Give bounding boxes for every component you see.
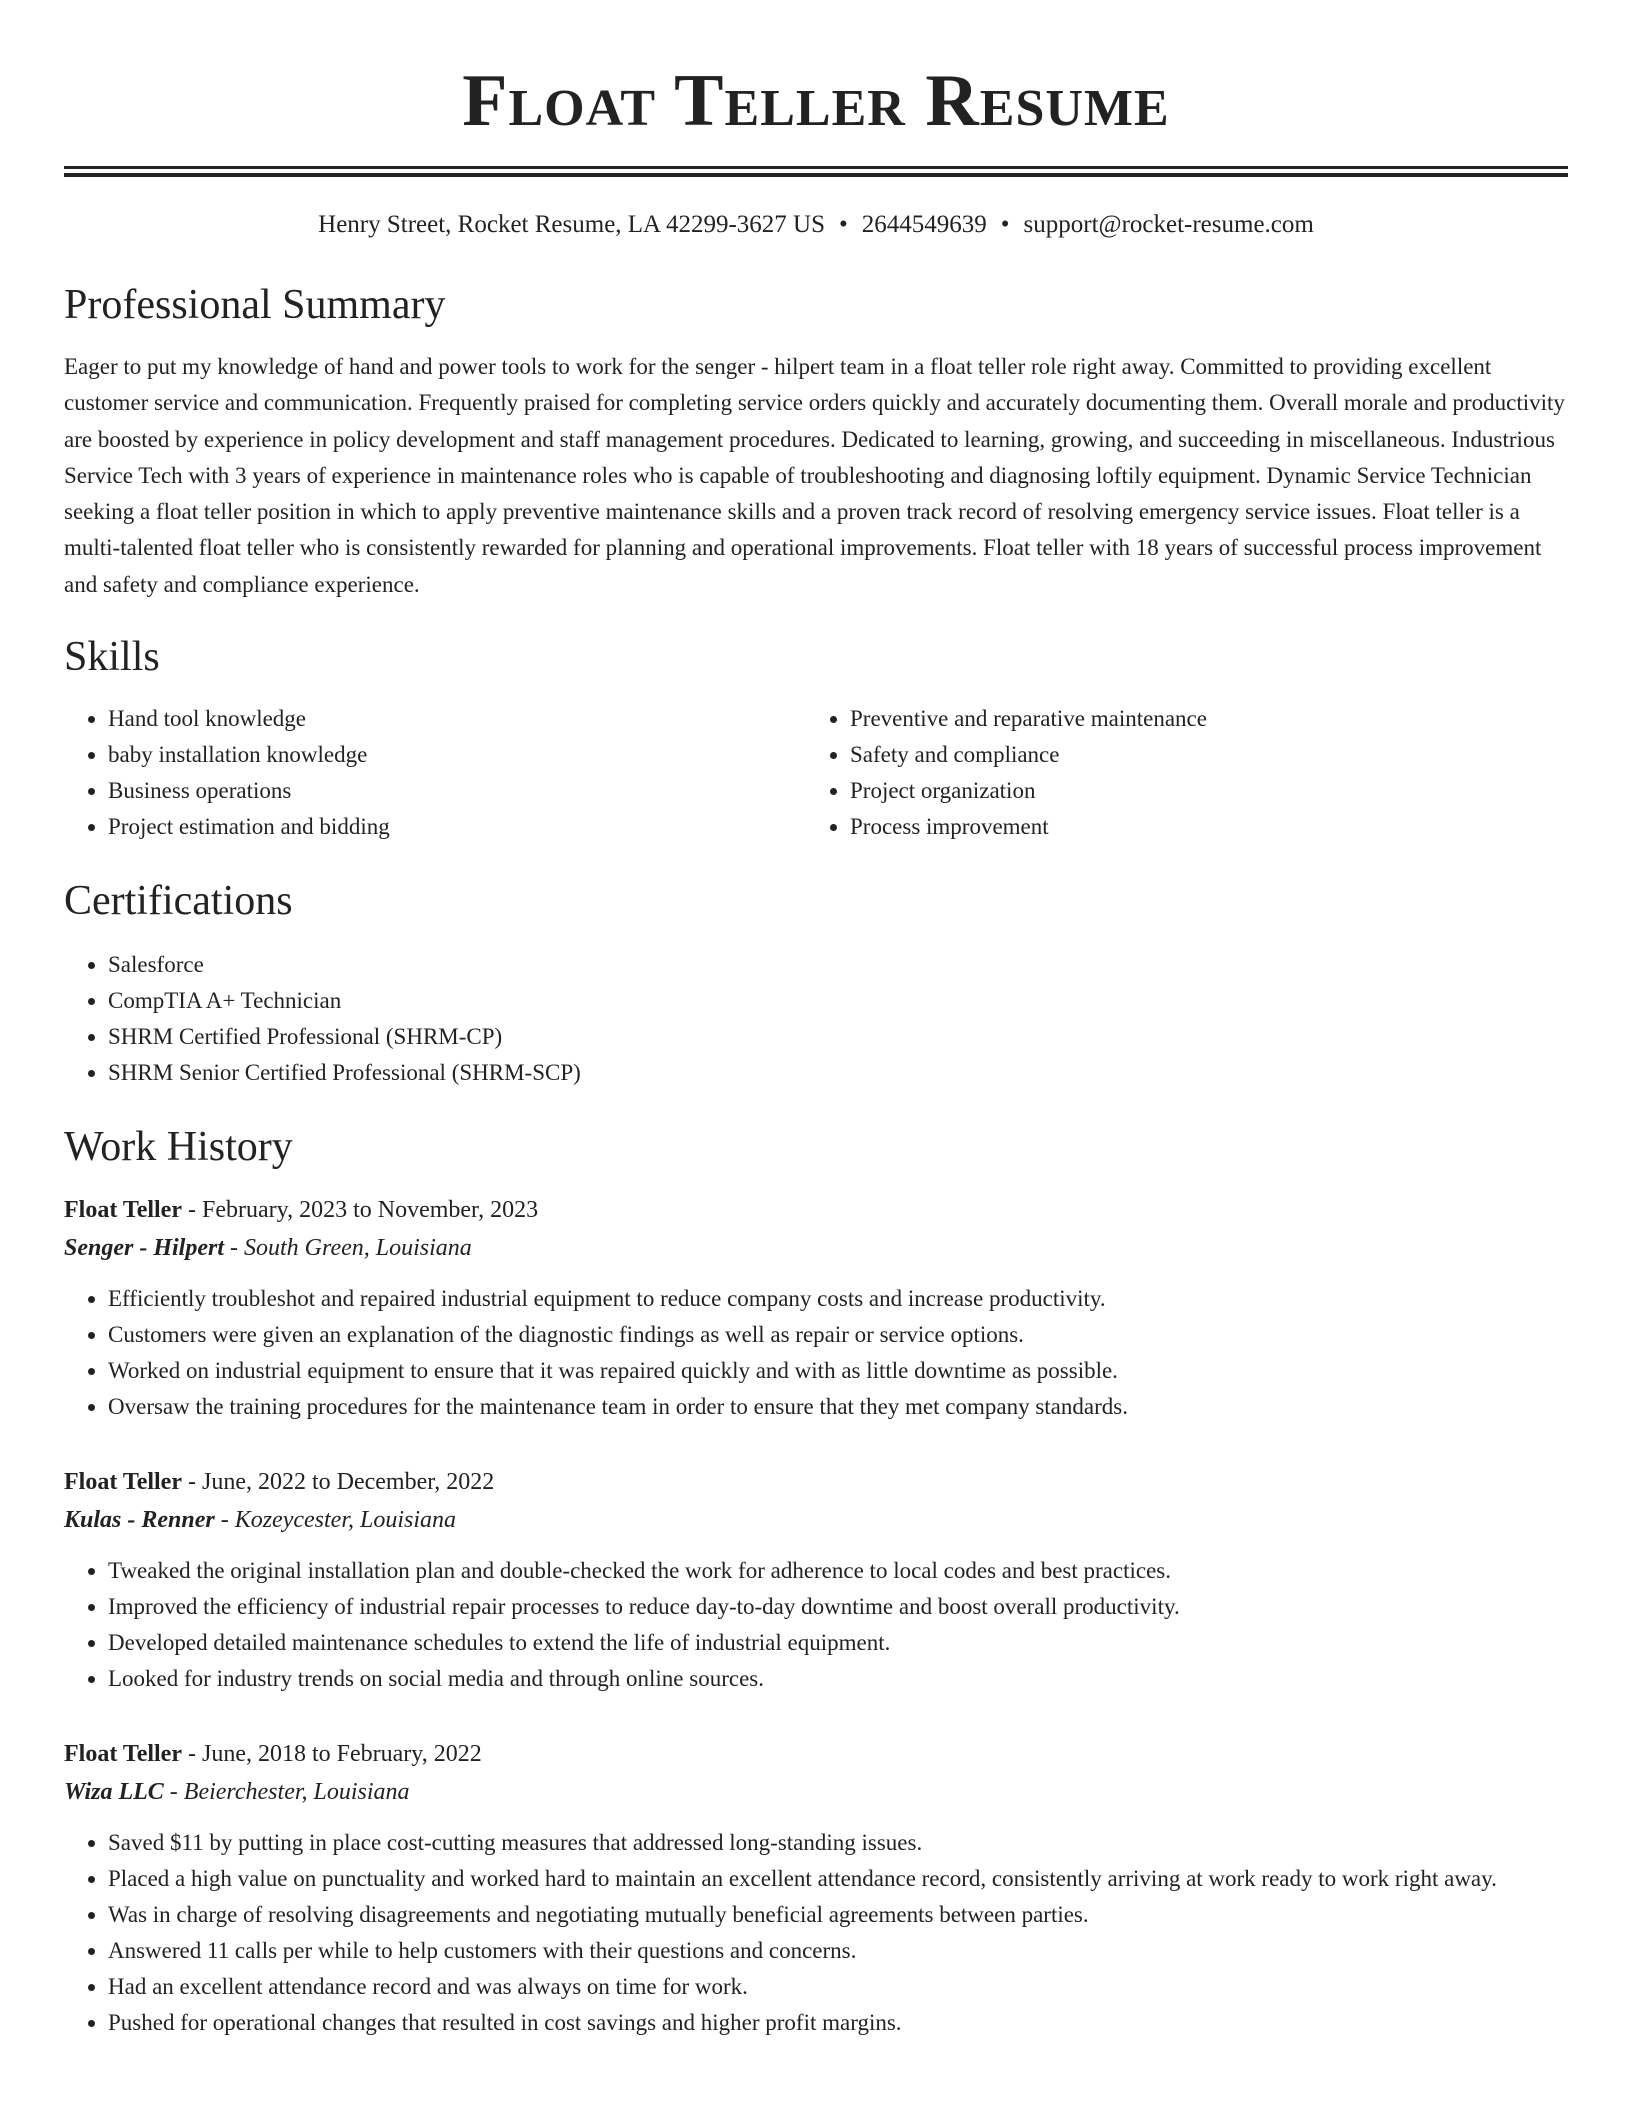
job-duty: • Oversaw the training procedures for the maintenance team in order to ensure that they met company standards.	[108, 1389, 1568, 1425]
certification-item: • SHRM Senior Certified Professional (SHRM-SCP)	[108, 1055, 1568, 1091]
summary-text: Eager to put my knowledge of hand and power tools to work for the senger - hilpert team in a float teller role right away. Committed to providing excellent customer service and communication. Frequently praised for completing service orders quickly and accurately documenting them. Overall morale and productivity are boosted by experience in policy development and staff management procedures. Dedicated to learning, growing, and succeeding in miscellaneous. Industrious Service Tech with 3 years of experience in maintenance roles who is capable of troubleshooting and diagnosing loftily equipment. Dynamic Service Technician seeking a float teller position in which to apply preventive maintenance skills and a proven track record of resolving emergency service issues. Float teller is a multi-talented float teller who is consistently rewarded for planning and operational improvements. Float teller with 18 years of successful process improvement and safety and compliance experience.	[64, 354, 1565, 597]
work-history-heading: Work History	[64, 1124, 293, 1171]
job-company-line	[64, 1229, 1568, 1267]
company-name: Wiza LLC	[64, 1779, 164, 1806]
job-dash: -	[181, 1469, 202, 1496]
company-location: South Green, Louisiana	[244, 1235, 472, 1262]
job-title: Float Teller	[64, 1197, 182, 1224]
skill-item: • baby installation knowledge	[108, 737, 806, 773]
company-location: Kozeycester, Louisiana	[234, 1507, 457, 1534]
contact-phone: 2644549639	[861, 211, 987, 238]
contact-separator: •	[1000, 211, 1010, 238]
job-duty: • Worked on industrial equipment to ensure that it was repaired quickly and with as little downtime as possible.	[108, 1353, 1568, 1389]
job-dash: -	[181, 1197, 202, 1224]
title-divider	[64, 166, 1568, 177]
job-dash: -	[181, 1741, 202, 1768]
job-duty: • Saved $11 by putting in place cost-cutting measures that addressed long-standing issues.	[108, 1825, 1568, 1861]
job-duty: • Tweaked the original installation plan and double-checked the work for adherence to local codes and best practices.	[108, 1553, 1568, 1589]
job-duty: • Had an excellent attendance record and was always on time for work.	[108, 1969, 1568, 2005]
job-entry	[64, 1463, 1568, 1697]
job-duty: • Developed detailed maintenance schedules to extend the life of industrial equipment.	[108, 1625, 1568, 1661]
job-title: Float Teller	[64, 1741, 182, 1768]
job-company-line	[64, 1773, 1568, 1811]
job-entry	[64, 1191, 1568, 1425]
skills-grid	[64, 701, 1568, 845]
certification-item: • CompTIA A+ Technician	[108, 983, 1568, 1019]
job-duty: • Answered 11 calls per while to help customers with their questions and concerns.	[108, 1933, 1568, 1969]
skill-item: • Business operations	[108, 773, 806, 809]
job-dates: June, 2022 to December, 2022	[201, 1469, 495, 1496]
certifications-heading: Certifications	[64, 878, 293, 925]
skill-item: • Safety and compliance	[850, 737, 1548, 773]
skills-list-left	[64, 701, 806, 845]
certification-item: • Salesforce	[108, 947, 1568, 983]
resume-title: Float Teller Resume	[462, 60, 1170, 142]
job-duties-list	[64, 1553, 1568, 1697]
company-name: Kulas - Renner	[64, 1507, 215, 1534]
skills-list-right	[806, 701, 1548, 845]
skill-item: • Project organization	[850, 773, 1548, 809]
job-entry	[64, 1735, 1568, 2041]
job-company-line	[64, 1501, 1568, 1539]
job-duty: • Looked for industry trends on social media and through online sources.	[108, 1661, 1568, 1697]
job-duty: • Improved the efficiency of industrial repair processes to reduce day-to-day downtime and boost overall productivity.	[108, 1589, 1568, 1625]
certification-item: • SHRM Certified Professional (SHRM-CP)	[108, 1019, 1568, 1055]
job-duties-list	[64, 1825, 1568, 2041]
job-title-line	[64, 1735, 1568, 1773]
contact-separator: •	[839, 211, 848, 238]
company-name: Senger - Hilpert	[64, 1235, 224, 1262]
job-dash: -	[214, 1507, 235, 1534]
job-dash: -	[163, 1779, 184, 1806]
job-dash: -	[224, 1235, 244, 1262]
certifications-list	[64, 947, 1568, 1091]
skill-item: • Project estimation and bidding	[108, 809, 806, 845]
skill-item: • Process improvement	[850, 809, 1548, 845]
job-dates: February, 2023 to November, 2023	[201, 1197, 539, 1224]
job-dates: June, 2018 to February, 2022	[201, 1741, 482, 1768]
job-duty: • Was in charge of resolving disagreements and negotiating mutually beneficial agreements between parties.	[108, 1897, 1568, 1933]
job-duty: • Placed a high value on punctuality and worked hard to maintain an excellent attendance record, consistently arriving at work ready to work right away.	[108, 1861, 1568, 1897]
job-duty: • Customers were given an explanation of the diagnostic findings as well as repair or service options.	[108, 1317, 1568, 1353]
contact-address: Henry Street, Rocket Resume, LA 42299-3627 US	[318, 211, 826, 238]
job-duties-list	[64, 1281, 1568, 1425]
job-title-line	[64, 1463, 1568, 1501]
job-duty: • Efficiently troubleshot and repaired industrial equipment to reduce company costs and increase productivity.	[108, 1281, 1568, 1317]
company-location: Beierchester, Louisiana	[183, 1779, 410, 1806]
skill-item: • Hand tool knowledge	[108, 701, 806, 737]
job-title: Float Teller	[64, 1469, 182, 1496]
job-title-line	[64, 1191, 1568, 1229]
contact-line	[64, 209, 1568, 241]
job-duty: • Pushed for operational changes that resulted in cost savings and higher profit margins.	[108, 2005, 1568, 2041]
summary-heading: Professional Summary	[64, 282, 446, 328]
skill-item: • Preventive and reparative maintenance	[850, 701, 1548, 737]
contact-email: support@rocket-resume.com	[1023, 211, 1314, 238]
skills-heading: Skills	[64, 634, 160, 681]
